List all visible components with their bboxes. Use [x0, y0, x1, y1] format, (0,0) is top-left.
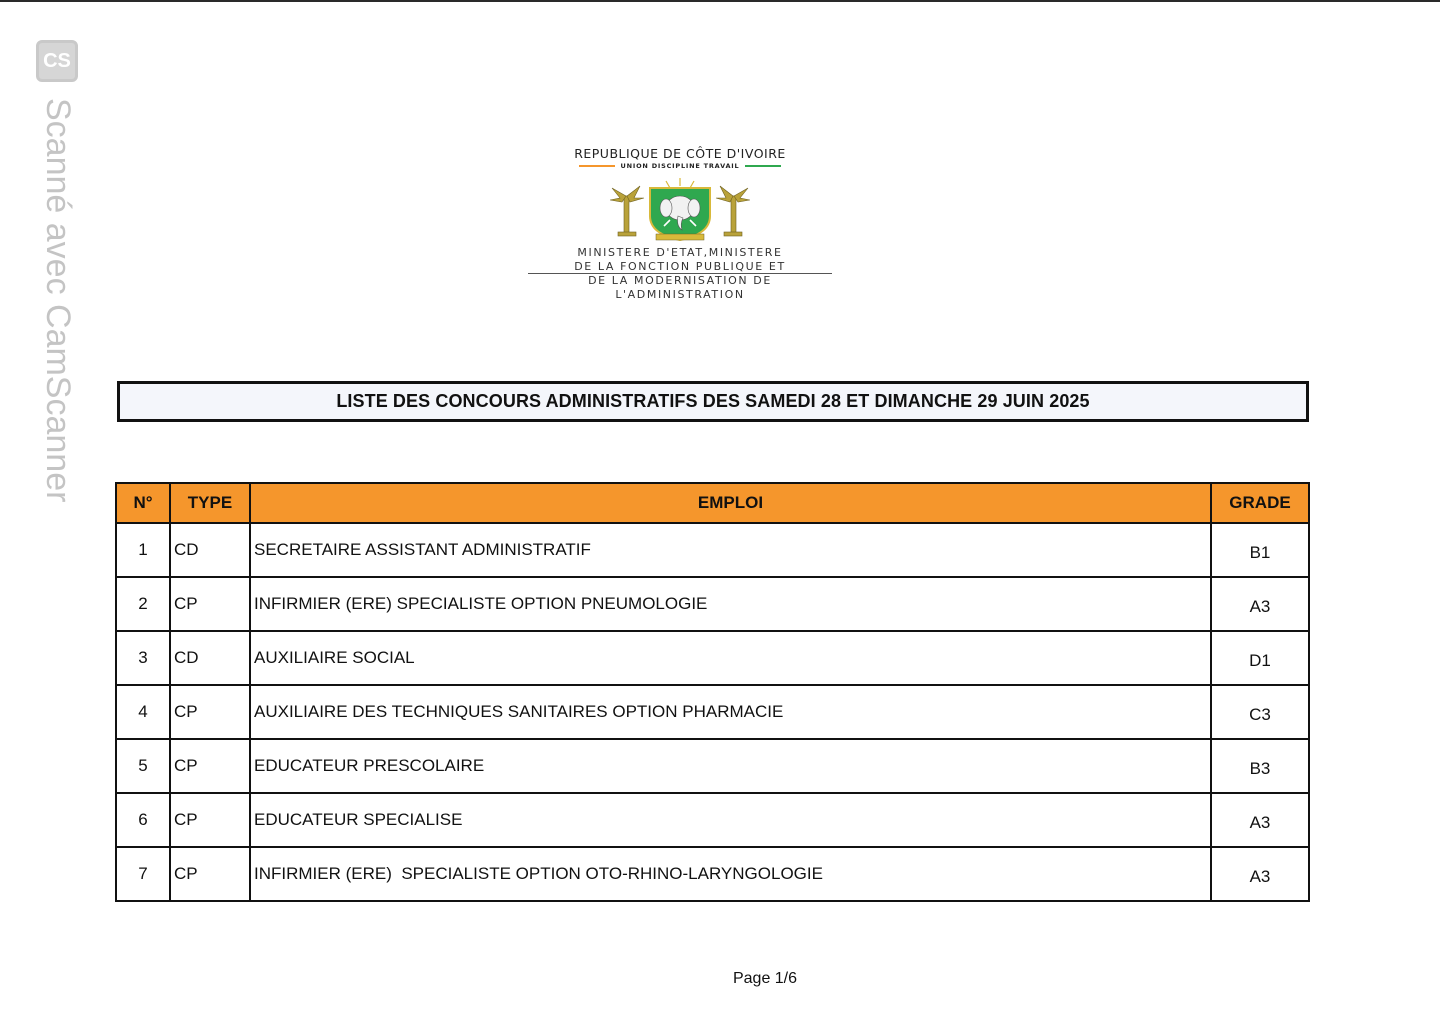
cell-emploi: EDUCATEUR SPECIALISE [250, 793, 1211, 847]
cell-grade: D1 [1211, 631, 1309, 685]
ministry-name [520, 246, 840, 302]
cell-grade: A3 [1211, 577, 1309, 631]
column-header-type: TYPE [170, 483, 250, 523]
national-motto: UNION DISCIPLINE TRAVAIL [620, 162, 740, 170]
competitions-table [115, 482, 1310, 902]
cell-type: CD [170, 523, 250, 577]
column-header-emploi: EMPLOI [250, 483, 1211, 523]
cell-type: CP [170, 847, 250, 901]
cell-number: 7 [116, 847, 170, 901]
motto-bar-orange [579, 165, 615, 167]
cell-number: 6 [116, 793, 170, 847]
table-row [116, 739, 1309, 793]
camscanner-logo-icon: CS [36, 40, 78, 82]
cell-emploi: AUXILIAIRE DES TECHNIQUES SANITAIRES OPTION PHARMACIE [250, 685, 1211, 739]
cell-emploi: EDUCATEUR PRESCOLAIRE [250, 739, 1211, 793]
table-header-row [116, 483, 1309, 523]
table-row [116, 685, 1309, 739]
cell-type: CP [170, 793, 250, 847]
cell-number: 5 [116, 739, 170, 793]
cell-type: CP [170, 739, 250, 793]
document-header [520, 146, 840, 302]
cell-number: 4 [116, 685, 170, 739]
cell-emploi: SECRETAIRE ASSISTANT ADMINISTRATIF [250, 523, 1211, 577]
cell-grade: C3 [1211, 685, 1309, 739]
cell-type: CP [170, 577, 250, 631]
cell-type: CP [170, 685, 250, 739]
ministry-line-2: DE LA FONCTION PUBLIQUE ET [574, 260, 786, 273]
cell-emploi: INFIRMIER (ERE) SPECIALISTE OPTION OTO-RHINO-LARYNGOLOGIE [250, 847, 1211, 901]
table-row [116, 793, 1309, 847]
cell-grade: B1 [1211, 523, 1309, 577]
cell-grade: A3 [1211, 793, 1309, 847]
ministry-line-1: MINISTERE D'ETAT,MINISTERE [577, 246, 783, 259]
table-row [116, 523, 1309, 577]
table-row [116, 577, 1309, 631]
cell-emploi: INFIRMIER (ERE) SPECIALISTE OPTION PNEUMOLOGIE [250, 577, 1211, 631]
cell-number: 3 [116, 631, 170, 685]
column-header-number: N° [116, 483, 170, 523]
document-title-box [117, 381, 1309, 422]
column-header-grade: GRADE [1211, 483, 1309, 523]
document-title: LISTE DES CONCOURS ADMINISTRATIFS DES SAMEDI 28 ET DIMANCHE 29 JUIN 2025 [336, 391, 1090, 411]
camscanner-watermark [36, 40, 82, 560]
cell-number: 2 [116, 577, 170, 631]
republic-name: REPUBLIQUE DE CÔTE D'IVOIRE [574, 146, 786, 161]
table-row [116, 631, 1309, 685]
camscanner-text: Scanné avec CamScanner [39, 98, 77, 503]
ministry-line-4: L'ADMINISTRATION [615, 288, 745, 301]
cell-number: 1 [116, 523, 170, 577]
cell-type: CD [170, 631, 250, 685]
motto-bar-green [745, 165, 781, 167]
scan-top-edge [0, 0, 1440, 2]
coat-of-arms-icon [610, 176, 750, 242]
table-row [116, 847, 1309, 901]
cell-emploi: AUXILIAIRE SOCIAL [250, 631, 1211, 685]
cell-grade: A3 [1211, 847, 1309, 901]
ministry-line-3: DE LA MODERNISATION DE [588, 274, 772, 287]
motto-row [520, 162, 840, 170]
cell-grade: B3 [1211, 739, 1309, 793]
page-number: Page 1/6 [732, 970, 798, 987]
